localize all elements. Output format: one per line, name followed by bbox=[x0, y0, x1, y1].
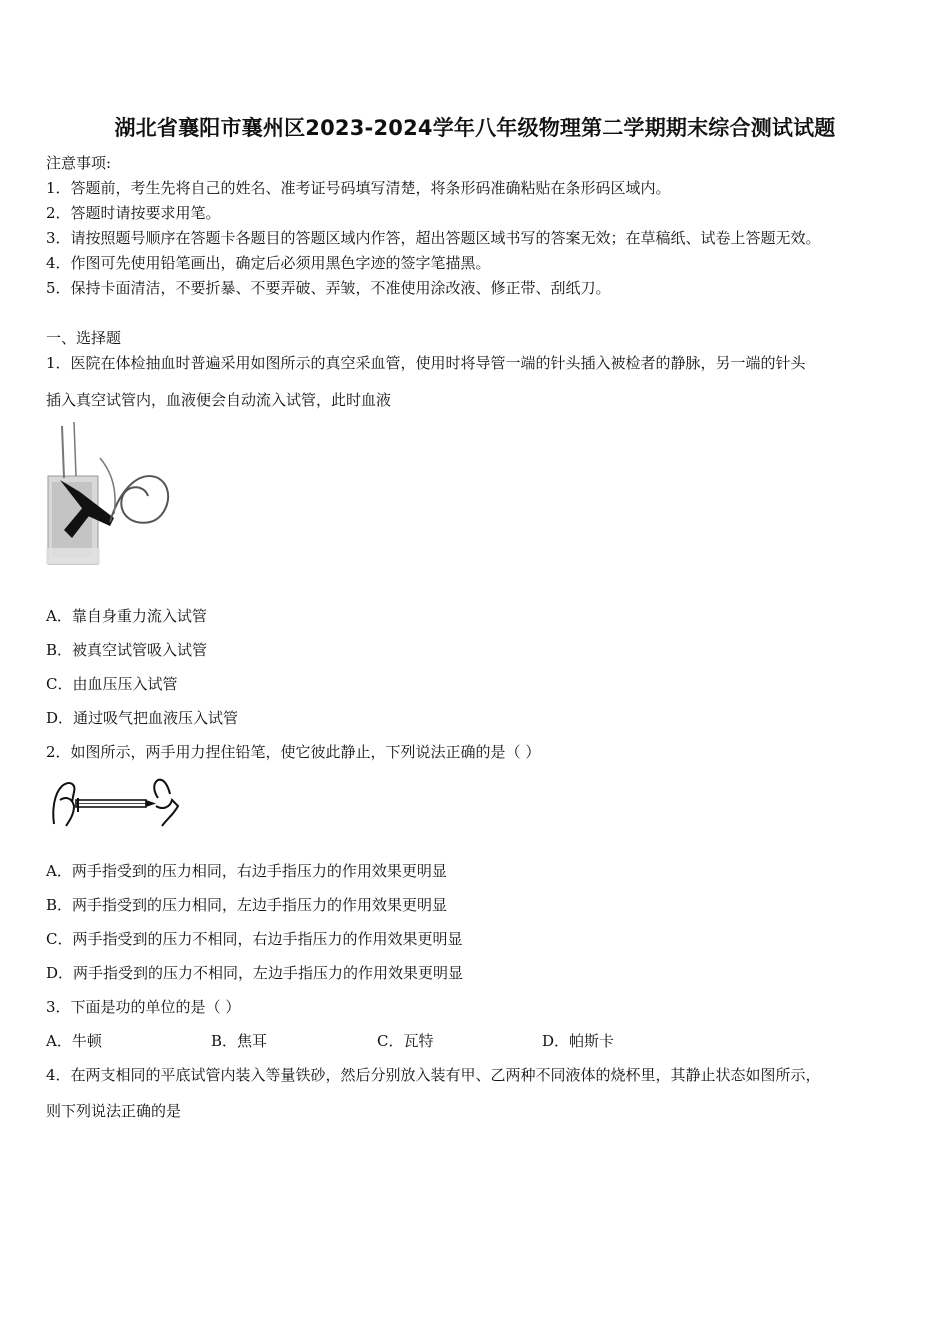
note-item: 3．请按照题号顺序在答题卡各题目的答题区域内作答，超出答题区域书写的答案无效；在草稿纸、试卷上答题无效。 bbox=[46, 229, 821, 247]
note-item: 4．作图可先使用铅笔画出，确定后必须用黑色字迹的签字笔描黑。 bbox=[46, 254, 491, 272]
question-4-stem: 4．在两支相同的平底试管内装入等量铁砂，然后分别放入装有甲、乙两种不同液体的烧杯里，其静止状态如图所示， bbox=[46, 1066, 821, 1084]
question-1-option-b: B．被真空试管吸入试管 bbox=[46, 641, 208, 659]
question-2-option-d: D．两手指受到的压力不相同，左边手指压力的作用效果更明显 bbox=[46, 964, 464, 982]
question-1-stem: 1．医院在体检抽血时普遍采用如图所示的真空采血管，使用时将导管一端的针头插入被检者的静脉，另一端的针头 bbox=[46, 354, 806, 372]
question-3-option-d: D．帕斯卡 bbox=[542, 1032, 615, 1050]
pencil-fingers-figure bbox=[46, 776, 182, 830]
note-item: 1．答题前，考生先将自己的姓名、准考证号码填写清楚，将条形码准确粘贴在条形码区域内。 bbox=[46, 179, 671, 197]
question-3-option-a: A．牛顿 bbox=[46, 1032, 102, 1050]
question-2-option-a: A．两手指受到的压力相同，右边手指压力的作用效果更明显 bbox=[46, 862, 447, 880]
section-heading: 一、选择题 bbox=[46, 329, 122, 347]
question-3-option-b: B．焦耳 bbox=[211, 1032, 268, 1050]
question-1-option-c: C．由血压压入试管 bbox=[46, 675, 178, 693]
question-2-option-b: B．两手指受到的压力相同，左边手指压力的作用效果更明显 bbox=[46, 896, 448, 914]
note-item: 5．保持卡面清洁，不要折暴、不要弄破、弄皱，不准使用涂改液、修正带、刮纸刀。 bbox=[46, 279, 611, 297]
question-4-stem-cont: 则下列说法正确的是 bbox=[46, 1102, 182, 1120]
question-3-stem: 3．下面是功的单位的是（ ） bbox=[46, 998, 241, 1016]
question-1-stem-cont: 插入真空试管内，血液便会自动流入试管，此时血液 bbox=[46, 391, 392, 409]
question-3-option-c: C．瓦特 bbox=[377, 1032, 434, 1050]
question-1-option-a: A．靠自身重力流入试管 bbox=[46, 607, 207, 625]
blood-collection-tube-figure bbox=[40, 418, 180, 568]
note-item: 2．答题时请按要求用笔。 bbox=[46, 204, 221, 222]
question-2-option-c: C．两手指受到的压力不相同，右边手指压力的作用效果更明显 bbox=[46, 930, 463, 948]
notes-heading: 注意事项: bbox=[46, 154, 112, 172]
page-title: 湖北省襄阳市襄州区2023-2024学年八年级物理第二学期期末综合测试试题 bbox=[114, 116, 836, 140]
question-1-option-d: D．通过吸气把血液压入试管 bbox=[46, 709, 239, 727]
question-2-stem: 2．如图所示，两手用力捏住铅笔，使它彼此静止，下列说法正确的是（ ） bbox=[46, 743, 541, 761]
